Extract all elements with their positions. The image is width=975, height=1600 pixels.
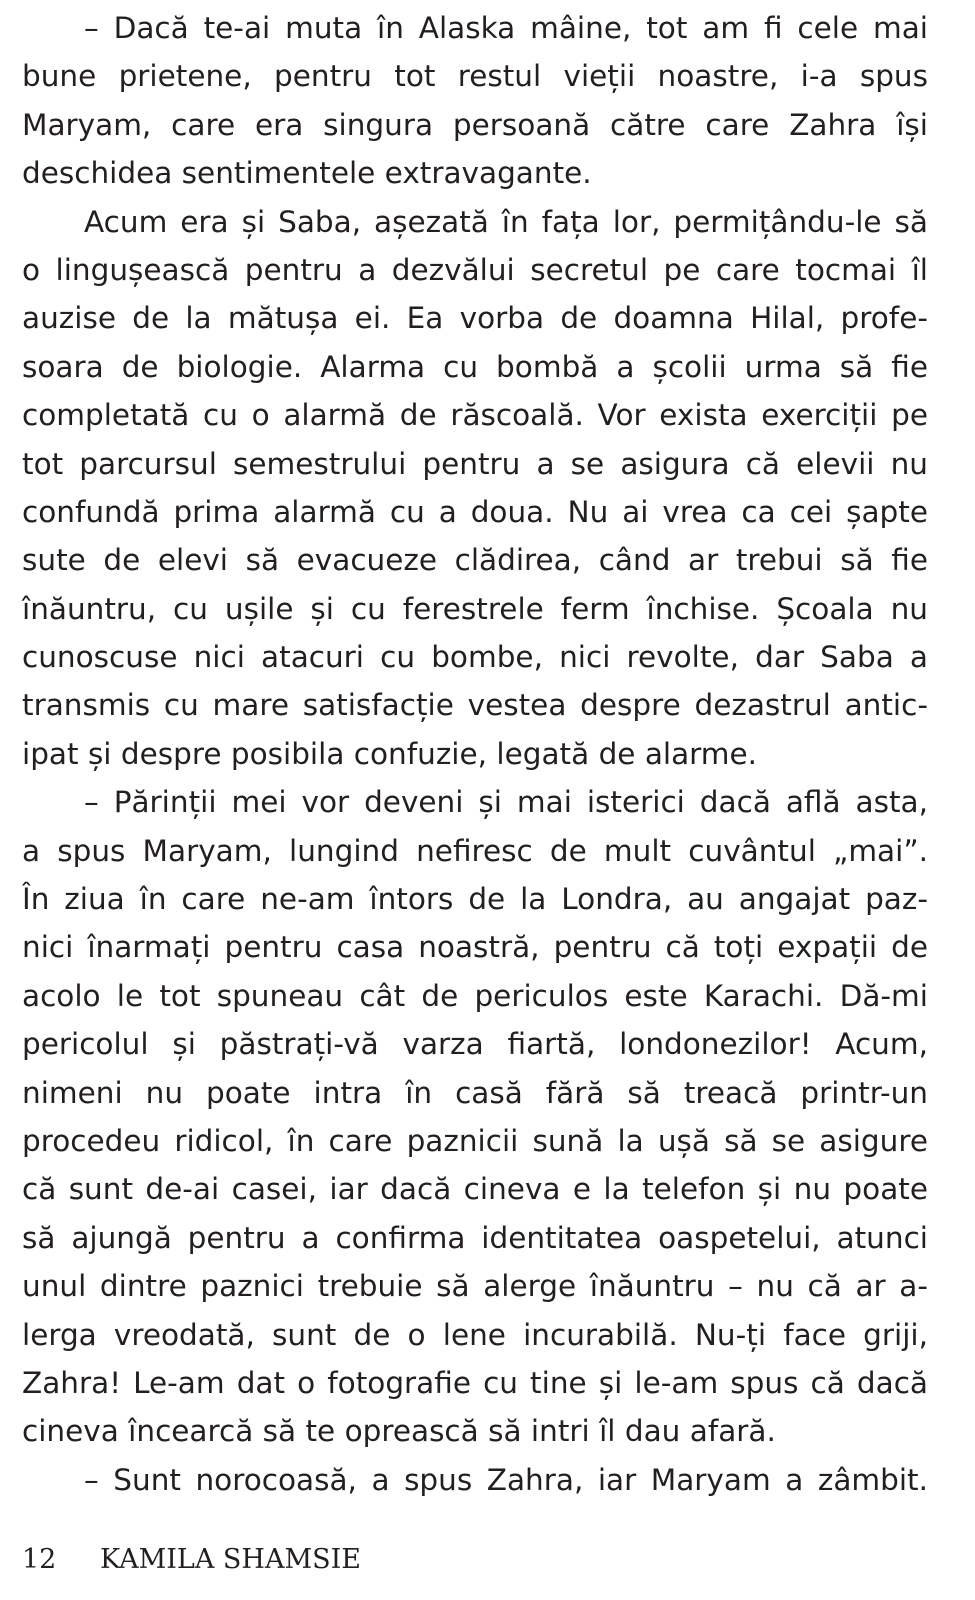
text-line-3: Maryam, care era singura persoană către care Zahra își <box>22 107 928 142</box>
text-line-1: – Dacă te-ai muta în Alaska mâine, tot am fi cele mai <box>84 11 928 45</box>
text-line-13: înăuntru, cu ușile și cu ferestrele ferm închise. Școala nu <box>22 591 928 626</box>
text-line-14: cunoscuse nici atacuri cu bombe, nici revolte, dar Saba a <box>22 640 928 675</box>
text-line-27: unul dintre paznici trebuie să alerge înăuntru – nu că ar a- <box>22 1269 928 1304</box>
text-line-9: completată cu o alarmă de răscoală. Vor exista exerciții pe <box>22 398 928 433</box>
page-number: 12 <box>22 1544 57 1575</box>
text-line-21: acolo le tot spuneau cât de periculos este Karachi. Dă-mi <box>22 978 928 1013</box>
text-line-17: – Părinții mei vor deveni și mai isterici dacă află asta, <box>84 785 928 820</box>
book-page-body <box>22 4 928 1504</box>
text-line-29: Zahra! Le-am dat o fotografie cu tine și le-am spus că dacă <box>22 1365 928 1400</box>
text-line-19: În ziua în care ne-am întors de la Londra, au angajat paz- <box>22 882 928 917</box>
text-line-28: lerga vreodată, sunt de o lene incurabilă. Nu-ți face griji, <box>22 1317 928 1352</box>
text-line-6: o lingușească pentru a dezvălui secretul pe care tocmai îl <box>22 252 928 287</box>
text-line-22: pericolul și păstrați-vă varza fiartă, londonezilor! Acum, <box>22 1027 928 1062</box>
text-line-7: auzise de la mătușa ei. Ea vorba de doamna Hilal, profe- <box>22 301 928 336</box>
text-line-15: transmis cu mare satisfacție vestea despre dezastrul antic- <box>22 688 928 723</box>
text-line-8: soara de biologie. Alarma cu bombă a școlii urma să fie <box>22 349 928 384</box>
text-line-26: să ajungă pentru a confirma identitatea oaspetelui, atunci <box>22 1220 928 1255</box>
text-line-10: tot parcursul semestrului pentru a se asigura că elevii nu <box>22 446 928 481</box>
page-footer <box>22 1540 361 1580</box>
text-line-11: confundă prima alarmă cu a doua. Nu ai vrea ca cei șapte <box>22 494 928 529</box>
text-line-18: a spus Maryam, lungind nefiresc de mult cuvântul „mai”. <box>22 833 928 868</box>
text-line-24: procedeu ridicol, în care paznicii sună la ușă să se asigure <box>22 1123 928 1158</box>
text-line-31: – Sunt norocoasă, a spus Zahra, iar Maryam a zâmbit. <box>84 1462 928 1497</box>
running-head: KAMILA SHAMSIE <box>100 1544 361 1575</box>
text-line-12: sute de elevi să evacueze clădirea, când ar trebui să fie <box>22 543 928 578</box>
text-line-20: nici înarmați pentru casa noastră, pentru că toți expații de <box>22 930 928 965</box>
text-line-30: cineva încearcă să te oprească să intri îl dau afară. <box>22 1414 776 1449</box>
text-line-4: deschidea sentimentele extravagante. <box>22 156 592 191</box>
text-line-5: Acum era și Saba, așezată în fața lor, permițându-le să <box>84 204 928 239</box>
text-line-25: că sunt de-ai casei, iar dacă cineva e la telefon și nu poate <box>22 1172 928 1207</box>
text-line-16: ipat și despre posibila confuzie, legată de alarme. <box>22 736 758 771</box>
text-line-2: bune prietene, pentru tot restul vieții noastre, i-a spus <box>22 59 928 94</box>
text-line-23: nimeni nu poate intra în casă fără să treacă printr-un <box>22 1075 928 1110</box>
